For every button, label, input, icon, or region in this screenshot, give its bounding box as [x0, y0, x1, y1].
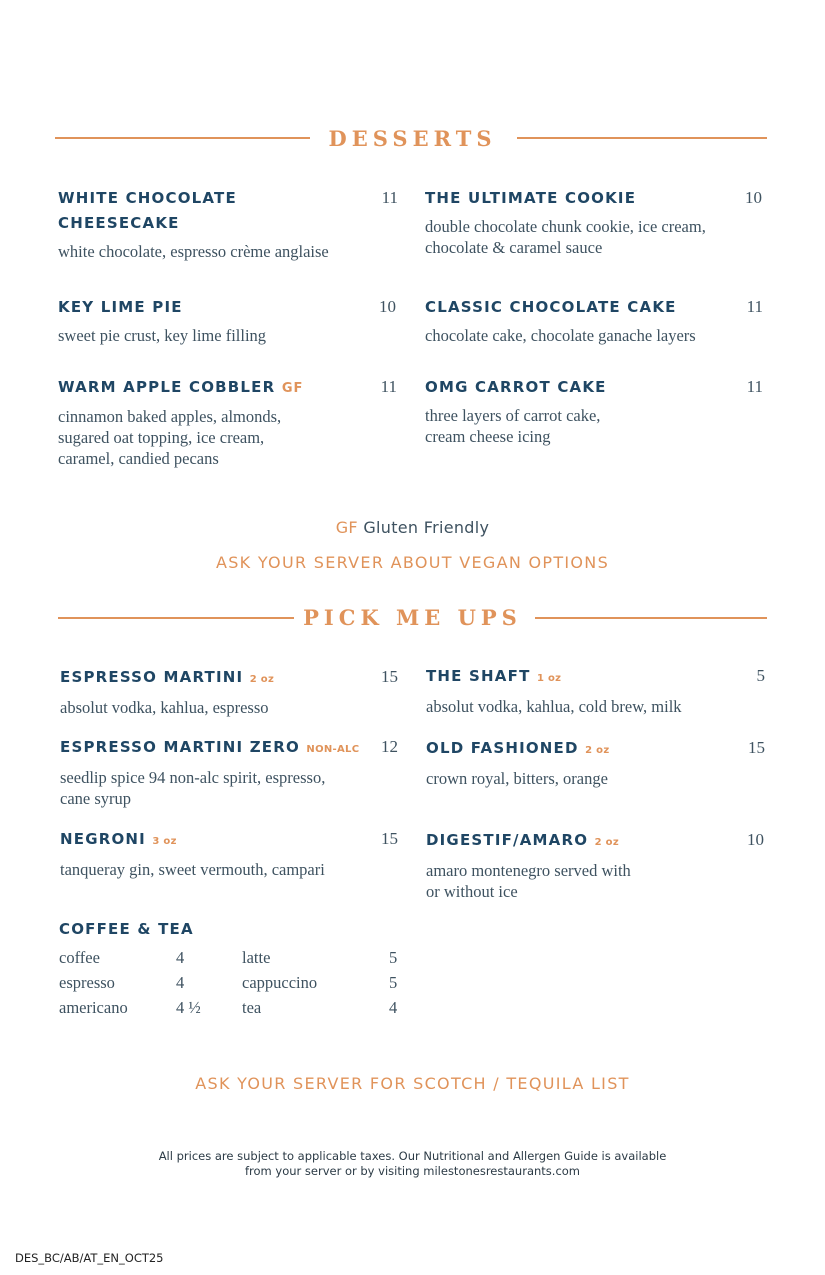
coffee-item-price: 5: [389, 973, 398, 992]
drink-item-negroni: [60, 827, 325, 880]
item-description: amaro montenegro served with or without ice: [426, 861, 631, 901]
gluten-friendly-legend: [0, 518, 825, 537]
item-price: 10: [745, 188, 762, 207]
item-description: tanqueray gin, sweet vermouth, campari: [60, 860, 325, 879]
item-price: 10: [379, 297, 396, 316]
coffee-item-name: coffee: [59, 948, 100, 967]
drink-item-old-fashioned: [426, 736, 609, 789]
item-description: three layers of carrot cake, cream cheese icing: [425, 406, 601, 446]
item-price: 11: [380, 377, 397, 396]
item-price: 11: [746, 377, 763, 396]
item-name: WHITE CHOCOLATE CHEESECAKE: [58, 189, 237, 232]
pickmeups-rule-right: [535, 617, 767, 619]
dessert-item-ultimate-cookie: [425, 186, 706, 258]
item-name: DIGESTIF/AMARO 2 oz: [426, 831, 619, 849]
coffee-item-name: americano: [59, 998, 128, 1017]
item-name: KEY LIME PIE: [58, 298, 183, 316]
desserts-rule-right: [517, 137, 767, 139]
coffee-item-name: espresso: [59, 973, 115, 992]
dessert-item-omg-carrot-cake: [425, 375, 607, 447]
item-name: OMG CARROT CAKE: [425, 378, 607, 396]
item-name: CLASSIC CHOCOLATE CAKE: [425, 298, 677, 316]
desserts-title: DESSERTS: [328, 126, 497, 151]
drink-item-espresso-martini-zero: [60, 735, 359, 809]
gluten-friendly-tag: GF: [281, 381, 304, 396]
item-name: THE ULTIMATE COOKIE: [425, 189, 637, 207]
disclaimer-line: All prices are subject to applicable taxes. Our Nutritional and Allergen Guide is available: [158, 1149, 667, 1163]
item-description: seedlip spice 94 non-alc spirit, espresso, cane syrup: [60, 768, 326, 808]
coffee-item-price: 5: [389, 948, 398, 967]
pour-size: NON-ALC: [306, 744, 360, 755]
item-description: absolut vodka, kahlua, cold brew, milk: [426, 697, 682, 716]
item-price: 12: [381, 737, 398, 756]
drink-item-espresso-martini: [60, 665, 274, 718]
item-name: NEGRONI 3 oz: [60, 830, 177, 848]
disclaimer-line: from your server or by visiting milestonesrestaurants.com: [244, 1164, 581, 1178]
coffee-item-price: 4: [389, 998, 398, 1017]
item-description: cinnamon baked apples, almonds, sugared oat topping, ice cream, caramel, candied pecans: [58, 407, 282, 468]
pour-size: 2 oz: [594, 837, 619, 848]
dessert-item-warm-apple-cobbler: [58, 375, 303, 469]
item-description: white chocolate, espresso crème anglaise: [58, 242, 329, 261]
item-description: chocolate cake, chocolate ganache layers: [425, 326, 696, 345]
item-price: 15: [381, 829, 398, 848]
pickmeups-title: PICK ME UPS: [303, 605, 522, 630]
drink-item-the-shaft: [426, 664, 682, 717]
pour-size: 2 oz: [585, 745, 610, 756]
item-name: WARM APPLE COBBLER GF: [58, 378, 304, 396]
dessert-item-classic-chocolate-cake: [425, 295, 696, 346]
coffee-item-name: cappuccino: [242, 973, 318, 992]
document-code: DES_BC/AB/AT_EN_OCT25: [15, 1251, 164, 1265]
item-price: 11: [381, 188, 398, 207]
coffee-tea-title: COFFEE & TEA: [59, 920, 194, 938]
pour-size: 2 oz: [249, 674, 275, 685]
pour-size: 1 oz: [536, 673, 562, 684]
item-price: 15: [748, 738, 765, 757]
legend-abbr: GF: [335, 518, 358, 537]
item-name: ESPRESSO MARTINI ZERO NON-ALC: [60, 738, 360, 756]
scotch-tequila-note: ASK YOUR SERVER FOR SCOTCH / TEQUILA LIST: [195, 1074, 630, 1093]
coffee-item-price: 4: [176, 948, 185, 967]
item-description: crown royal, bitters, orange: [426, 769, 608, 788]
item-price: 11: [746, 297, 763, 316]
coffee-item-name: tea: [242, 998, 262, 1017]
item-name: OLD FASHIONED 2 oz: [426, 739, 610, 757]
dessert-item-key-lime-pie: [58, 295, 266, 346]
pour-size: 3 oz: [152, 836, 177, 847]
dessert-item-white-chocolate-cheesecake: [58, 186, 329, 262]
coffee-item-name: latte: [242, 948, 271, 967]
item-price: 5: [756, 666, 765, 685]
coffee-item-price: 4: [176, 973, 185, 992]
legend-text: Gluten Friendly: [363, 518, 490, 537]
item-name: THE SHAFT 1 oz: [426, 667, 562, 685]
item-description: absolut vodka, kahlua, espresso: [60, 698, 269, 717]
vegan-options-note: ASK YOUR SERVER ABOUT VEGAN OPTIONS: [215, 553, 610, 572]
item-price: 15: [381, 667, 398, 686]
item-description: double chocolate chunk cookie, ice cream, chocolate & caramel sauce: [425, 217, 706, 257]
item-name: ESPRESSO MARTINI 2 oz: [60, 668, 275, 686]
item-description: sweet pie crust, key lime filling: [58, 326, 267, 345]
price-disclaimer: [0, 1149, 825, 1179]
drink-item-digestif-amaro: [426, 828, 631, 902]
coffee-item-price: 4 ½: [176, 998, 201, 1017]
item-price: 10: [747, 830, 764, 849]
